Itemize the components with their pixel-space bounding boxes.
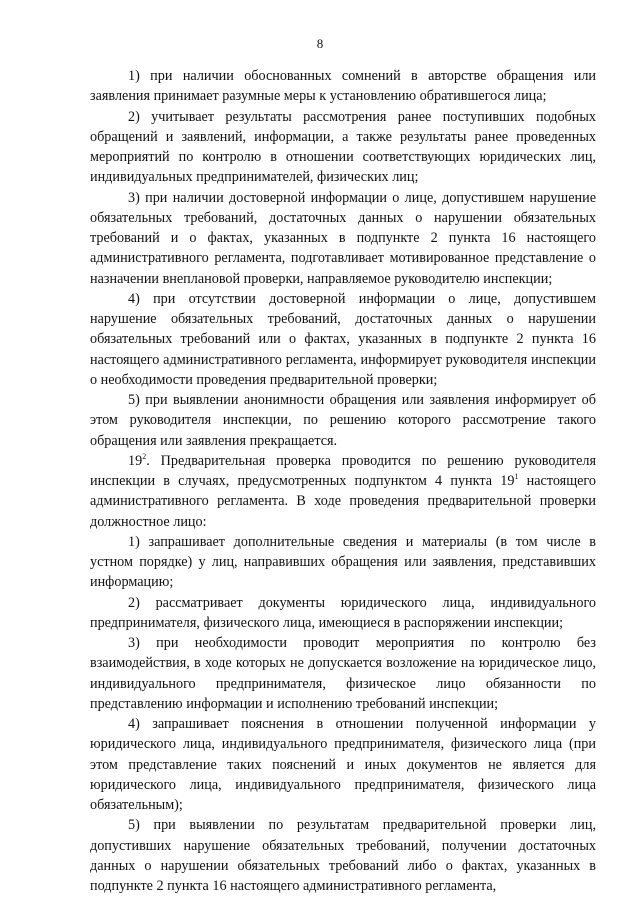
paragraph-item-1: 1) при наличии обоснованных сомнений в авторстве обращения или заявления принимает разумные меры к установлению обратившегося лица;: [90, 68, 596, 105]
clause-number: 19: [128, 452, 143, 469]
paragraph-clause-19-2: [90, 451, 596, 532]
clause-text-part-b: настоящего административного регламента. В ходе проведения предварительной проверки должностное лицо:: [90, 473, 596, 530]
clause-text-part-a: . Предварительная проверка проводится по решению руководителя инспекции в случаях, предусмотренных подпунктом 4 пункта 19: [90, 452, 596, 489]
document-body: [90, 66, 596, 896]
paragraph-subitem-3: 3) при необходимости проводит мероприятия по контролю без взаимодействия, в ходе которых не допускается возложение на юридическое лицо, индивидуального предпринимателя, физическое лицо обязанности по представлению информации и исполнению требований инспекции;: [90, 635, 596, 712]
paragraph-item-5: 5) при выявлении анонимности обращения или заявления информирует об этом руководителя инспекции, по решению которого рассмотрение такого обращения или заявления прекращается.: [90, 392, 596, 449]
paragraph-item-2: 2) учитывает результаты рассмотрения ранее поступивших подобных обращений и заявлений, информации, а также результаты ранее проведенных мероприятий по контролю в отношении соответствующих юридических лиц, индивидуальных предпринимателей, физических лиц;: [90, 108, 596, 186]
paragraph-subitem-2: 2) рассматривает документы юридического лица, индивидуального предпринимателя, физического лица, имеющиеся в распоряжении инспекции;: [90, 594, 596, 631]
page-number: 8: [316, 36, 324, 51]
paragraph-subitem-5: 5) при выявлении по результатам предварительной проверки лиц, допустивших нарушение обязательных требований, получении достаточных данных о нарушении обязательных требований либо о фактах, указанных в подпункте 2 пункта 16 настоящего административного регламента,: [90, 817, 596, 894]
paragraph-item-4: 4) при отсутствии достоверной информации о лице, допустившем нарушение обязательных требований, достаточных данных о нарушении обязательных требований или о фактах, указанных в подпункте 2 пункта 16 настоящего административного регламента, информирует руководителя инспекции о необходимости проведения предварительной проверки;: [90, 290, 596, 388]
paragraph-subitem-1: 1) запрашивает дополнительные сведения и материалы (в том числе в устном порядке) у лиц, направивших обращения или заявления, представивших информацию;: [90, 533, 596, 591]
paragraph-subitem-4: 4) запрашивает пояснения в отношении полученной информации у юридического лица, индивидуального предпринимателя, физического лица (при этом представление таких пояснений и иных документов не является для юридического лица, индивидуального предпринимателя, физического лица обязательным);: [90, 716, 596, 813]
reference-superscript: 1: [514, 472, 519, 481]
paragraph-item-3: 3) при наличии достоверной информации о лице, допустившем нарушение обязательных требований, достаточных данных о нарушении обязательных требований и о фактах, указанных в подпункте 2 пункта 16 настоящего административного регламента, подготавливает мотивированное представление о назначении внеплановой проверки, направляемое руководителю инспекции;: [90, 189, 596, 287]
clause-superscript: 2: [142, 451, 147, 461]
